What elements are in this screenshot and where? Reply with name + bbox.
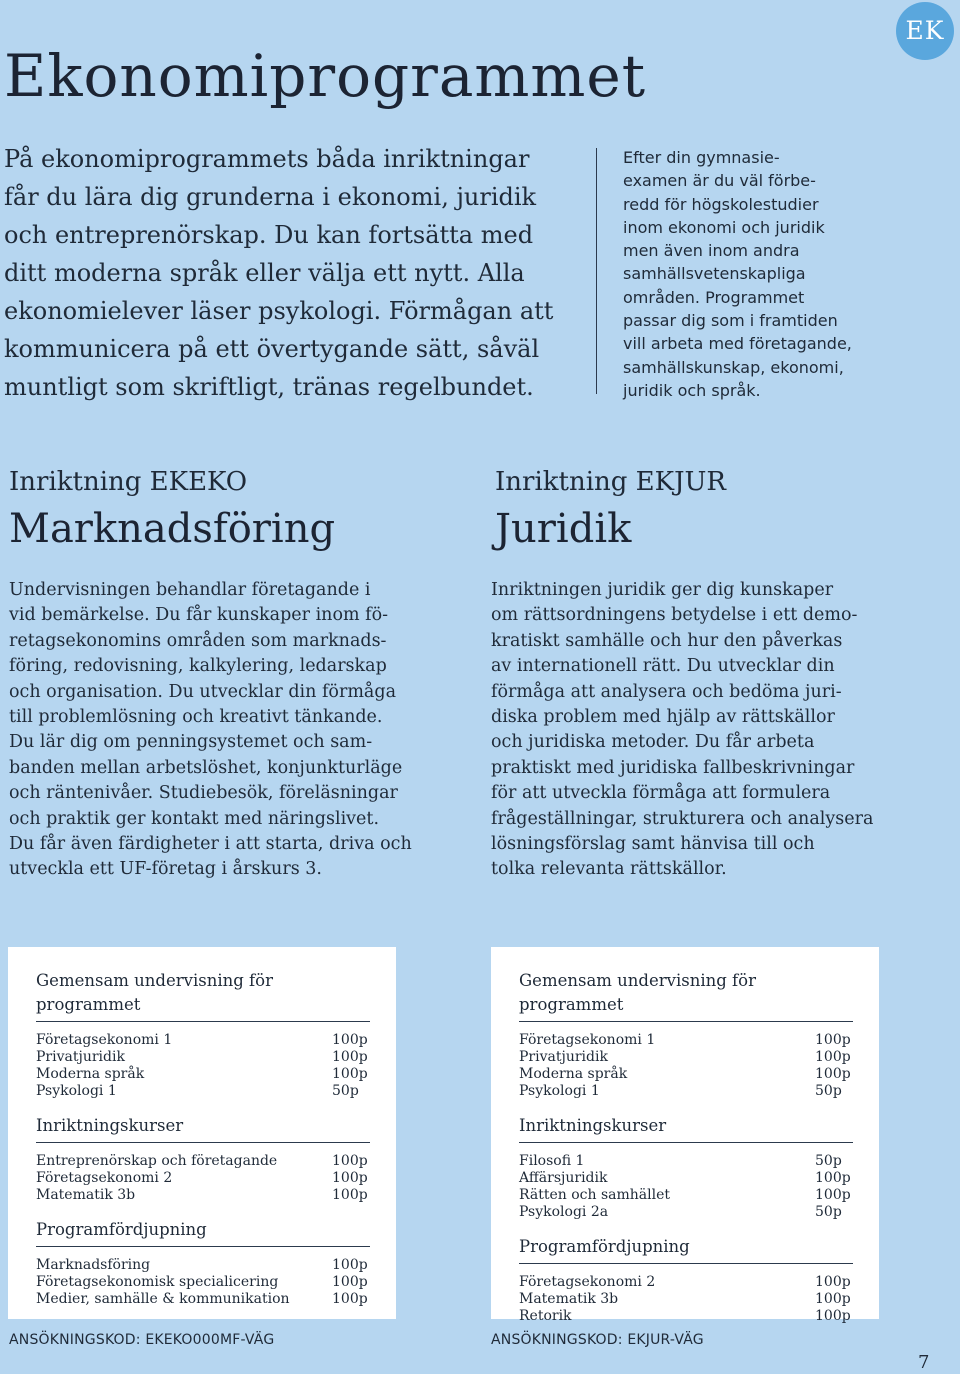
text-line: av internationell rätt. Du utvecklar din — [491, 656, 835, 677]
course-name: Företagsekonomi 2 — [519, 1274, 656, 1290]
course-points: 100p — [332, 1274, 368, 1290]
course-points: 50p — [815, 1153, 842, 1169]
section-spacer — [519, 1100, 853, 1114]
text-line: förmåga att analysera och bedöma juri- — [491, 681, 842, 702]
section-spacer — [36, 1100, 370, 1114]
program-badge: EK — [896, 2, 954, 60]
text-line: får du lära dig grunderna i ekonomi, juridik — [4, 183, 537, 211]
course-row — [519, 1032, 853, 1049]
course-row — [36, 1274, 370, 1291]
course-name: Entreprenörskap och företagande — [36, 1153, 278, 1169]
text-line: kratiskt samhälle och hur den påverkas — [491, 630, 843, 651]
course-points: 100p — [815, 1032, 851, 1048]
course-row — [519, 1083, 853, 1100]
text-line: utveckla ett UF-företag i årskurs 3. — [9, 859, 322, 880]
text-line: till problemlösning och kreativt tänkande. — [9, 707, 383, 728]
course-points: 100p — [332, 1170, 368, 1186]
course-row — [519, 1066, 853, 1083]
text-line: Du får även färdigheter i att starta, driva och — [9, 834, 412, 855]
track-heading: Juridik — [495, 506, 632, 552]
course-points: 100p — [332, 1187, 368, 1203]
text-line: ditt moderna språk eller välja ett nytt. Alla — [4, 259, 525, 287]
course-points: 100p — [332, 1257, 368, 1273]
text-line: men även inom andra — [623, 241, 800, 261]
text-line: På ekonomiprogrammets båda inriktningar — [4, 145, 530, 173]
course-section-title: Inriktningskurser — [519, 1114, 853, 1143]
course-section-title: Programfördjupning — [36, 1218, 370, 1247]
text-line: för att utveckla förmåga att formulera — [491, 783, 831, 804]
course-row — [519, 1153, 853, 1170]
course-card-ekjur — [491, 947, 879, 1324]
course-name: Medier, samhälle & kommunikation — [36, 1291, 290, 1307]
text-line: och organisation. Du utvecklar din förmåga — [9, 681, 396, 702]
course-row — [36, 1032, 370, 1049]
text-line: lösningsförslag samt hänvisa till och — [491, 834, 815, 855]
course-name: Privatjuridik — [36, 1049, 125, 1065]
text-line: vid bemärkelse. Du får kunskaper inom fö- — [9, 605, 389, 626]
course-row — [36, 1170, 370, 1187]
course-name: Företagsekonomisk specialicering — [36, 1274, 279, 1290]
text-line: Efter din gymnasie- — [623, 148, 780, 167]
course-section-title: Gemensam undervisning för programmet — [36, 969, 370, 1022]
text-line: praktiskt med juridiska fallbeskrivningar — [491, 757, 855, 778]
course-row — [36, 1187, 370, 1204]
text-line: redd för högskolestudier — [623, 194, 819, 214]
course-row — [36, 1153, 370, 1170]
course-points: 100p — [815, 1049, 851, 1065]
track-ekeko — [9, 466, 449, 880]
text-line: kommunicera på ett övertygande sätt, såväl — [4, 335, 540, 363]
course-points: 50p — [815, 1204, 842, 1220]
course-points: 100p — [332, 1049, 368, 1065]
course-points: 100p — [332, 1066, 368, 1082]
section-spacer — [519, 1221, 853, 1235]
text-line: samhällsvetenskapliga — [623, 264, 806, 284]
course-row — [36, 1291, 370, 1308]
text-line: muntligt som skriftligt, tränas regelbundet. — [4, 373, 534, 401]
course-name: Psykologi 1 — [519, 1083, 600, 1099]
course-row — [36, 1049, 370, 1066]
text-line: områden. Programmet — [623, 287, 805, 307]
course-sections — [36, 969, 370, 1308]
course-row — [519, 1204, 853, 1221]
course-points: 100p — [815, 1187, 851, 1203]
track-ekjur — [491, 466, 935, 880]
course-points: 100p — [815, 1066, 851, 1082]
course-section-title: Programfördjupning — [519, 1235, 853, 1264]
course-name: Privatjuridik — [519, 1049, 608, 1065]
course-name: Företagsekonomi 1 — [519, 1032, 656, 1048]
course-row — [36, 1257, 370, 1274]
text-line: examen är du väl förbe- — [623, 171, 816, 191]
course-points: 100p — [332, 1032, 368, 1048]
course-name: Matematik 3b — [36, 1187, 136, 1203]
course-sections — [519, 969, 853, 1325]
text-line: juridik och språk. — [623, 380, 761, 400]
course-row — [519, 1187, 853, 1204]
course-points: 100p — [815, 1274, 851, 1290]
text-line: inom ekonomi och juridik — [623, 217, 825, 237]
text-line: passar dig som i framtiden — [623, 311, 838, 331]
text-line: ekonomielever läser psykologi. Förmågan att — [4, 297, 554, 325]
text-line: diska problem med hjälp av rättskällor — [491, 707, 835, 728]
text-line: och praktik ger kontakt med näringslivet. — [9, 808, 380, 829]
course-row — [519, 1274, 853, 1291]
page-title: Ekonomiprogrammet — [4, 42, 647, 110]
course-name: Rätten och samhället — [519, 1187, 670, 1203]
course-row — [36, 1066, 370, 1083]
application-code: ANSÖKNINGSKOD: EKEKO000MF-VÄG — [9, 1332, 275, 1348]
course-points: 100p — [815, 1308, 851, 1324]
course-name: Moderna språk — [36, 1066, 145, 1082]
course-name: Företagsekonomi 1 — [36, 1032, 173, 1048]
course-card-ekeko — [8, 947, 396, 1319]
course-points: 100p — [815, 1170, 851, 1186]
course-row — [519, 1049, 853, 1066]
course-name: Marknadsföring — [36, 1257, 151, 1273]
text-line: Du lär dig om penningsystemet och sam- — [9, 732, 373, 753]
track-kicker: Inriktning EKJUR — [495, 467, 726, 497]
course-name: Psykologi 2a — [519, 1204, 609, 1220]
course-name: Filosofi 1 — [519, 1153, 585, 1169]
course-section-title: Gemensam undervisning för programmet — [519, 969, 853, 1022]
text-line: och juridiska metoder. Du får arbeta — [491, 732, 815, 753]
course-points: 50p — [815, 1083, 842, 1099]
track-description — [9, 578, 412, 883]
course-name: Affärsjuridik — [519, 1170, 608, 1186]
text-line: retagsekonomins områden som marknads- — [9, 630, 387, 651]
text-line: tolka relevanta rättskällor. — [491, 859, 727, 880]
text-line: om rättsordningens betydelse i ett demo- — [491, 605, 858, 626]
text-line: frågeställningar, strukturera och analysera — [491, 808, 874, 829]
course-points: 100p — [815, 1291, 851, 1307]
text-line: banden mellan arbetslöshet, konjunkturläge — [9, 757, 403, 778]
course-name: Psykologi 1 — [36, 1083, 117, 1099]
course-name: Retorik — [519, 1308, 572, 1324]
text-line: Undervisningen behandlar företagande i — [9, 580, 371, 600]
course-section-title: Inriktningskurser — [36, 1114, 370, 1143]
text-line: och räntenivåer. Studiebesök, föreläsningar — [9, 783, 398, 804]
track-description — [491, 578, 873, 883]
course-name: Moderna språk — [519, 1066, 628, 1082]
track-heading: Marknadsföring — [9, 506, 336, 552]
text-line: föring, redovisning, kalkylering, ledarskap — [9, 656, 387, 677]
course-name: Företagsekonomi 2 — [36, 1170, 173, 1186]
course-row — [519, 1291, 853, 1308]
section-spacer — [36, 1204, 370, 1218]
course-points: 100p — [332, 1153, 368, 1169]
application-code: ANSÖKNINGSKOD: EKJUR-VÄG — [491, 1332, 704, 1348]
course-points: 100p — [332, 1291, 368, 1307]
aside-text — [623, 146, 885, 402]
page-number: 7 — [918, 1352, 930, 1373]
course-name: Matematik 3b — [519, 1291, 619, 1307]
text-line: samhällskunskap, ekonomi, — [623, 357, 844, 377]
course-points: 50p — [332, 1083, 359, 1099]
course-row — [519, 1170, 853, 1187]
course-row — [519, 1308, 853, 1325]
text-line: vill arbeta med företagande, — [623, 334, 852, 354]
intro-text — [4, 140, 584, 406]
vertical-divider — [596, 148, 597, 394]
course-row — [36, 1083, 370, 1100]
text-line: Inriktningen juridik ger dig kunskaper — [491, 580, 834, 600]
track-kicker: Inriktning EKEKO — [9, 467, 248, 497]
text-line: och entreprenörskap. Du kan fortsätta med — [4, 221, 534, 249]
